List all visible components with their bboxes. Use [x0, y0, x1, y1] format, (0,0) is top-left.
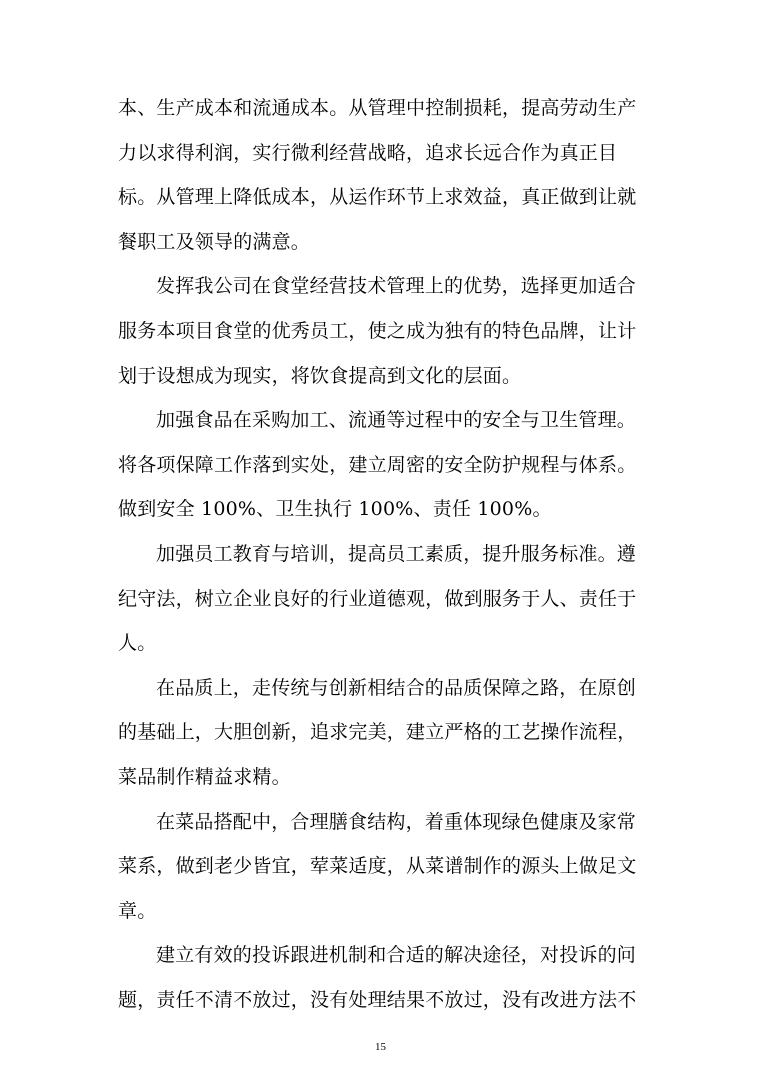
paragraph-menu-pairing: 在菜品搭配中，合理膳食结构，着重体现绿色健康及家常菜系，做到老少皆宜，荤菜适度，从菜谱制作的源头上做足文章。: [118, 810, 637, 922]
paragraph-cost-management: 本、生产成本和流通成本。从管理中控制损耗，提高劳动生产力以求得利润，实行微利经营战略，追求长远合作为真正目标。从管理上降低成本，从运作环节上求效益，真正做到让就餐职工及领导的满意。: [118, 97, 637, 253]
paragraph-staff-training: 加强员工教育与培训，提高员工素质，提升服务标准。遵纪守法，树立企业良好的行业道德观，做到服务于人、责任于人。: [118, 542, 637, 655]
paragraph-complaint-handling: 建立有效的投诉跟进机制和合适的解决途径，对投诉的问题，责任不清不放过，没有处理结果不放过，没有改进方法不: [118, 944, 637, 1011]
paragraph-quality: 在品质上，走传统与创新相结合的品质保障之路，在原创的基础上，大胆创新，追求完美，建立严格的工艺操作流程，菜品制作精益求精。: [118, 676, 637, 788]
body-text: [118, 86, 638, 1022]
page-number: 15: [375, 1041, 386, 1053]
paragraph-food-safety: 加强食品在采购加工、流通等过程中的安全与卫生管理。将各项保障工作落到实处，建立周密的安全防护规程与体系。做到安全 100%、卫生执行 100%、责任 100%。: [118, 409, 637, 521]
paragraph-brand-advantage: 发挥我公司在食堂经营技术管理上的优势，选择更加适合服务本项目食堂的优秀员工，使之成为独有的特色品牌，让计划于设想成为现实，将饮食提高到文化的层面。: [118, 275, 637, 387]
